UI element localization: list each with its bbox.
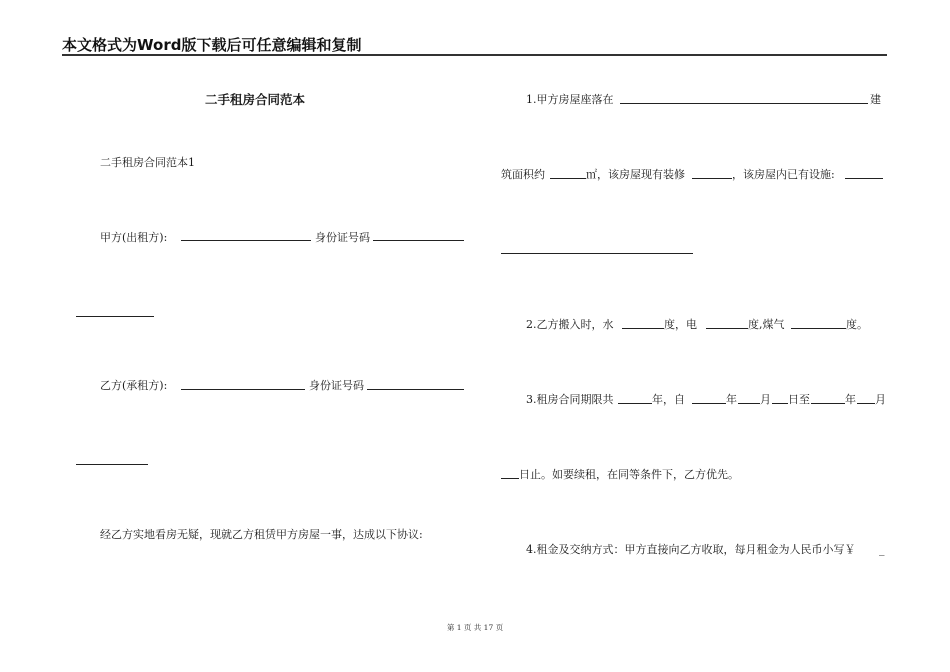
clause-3-start-day-blank <box>772 403 788 404</box>
header-rule <box>62 54 887 56</box>
clause-2-end: 度。 <box>846 318 868 331</box>
document-header-title: 本文格式为Word版下载后可任意编辑和复制 <box>62 36 362 54</box>
clause-3-end-year-label: 年 <box>845 393 856 406</box>
clause-3-from-label: 年，自 <box>652 393 685 406</box>
party-a-id-blank <box>373 240 464 241</box>
document-subtitle: 二手租房合同范本1 <box>100 156 195 169</box>
clause-2-gas-blank <box>791 328 846 329</box>
clause-1-decoration-label: ㎡，该房屋现有装修 <box>586 168 685 181</box>
clause-3-end-month-blank <box>857 403 875 404</box>
clause-3-end-year-blank <box>811 403 845 404</box>
clause-2-gas-label: 度,煤气 <box>748 318 785 331</box>
page-footer: 第 1 页 共 17 页 <box>446 623 504 632</box>
clause-1-start: 1.甲方房屋座落在 <box>526 93 614 106</box>
clause-3-month-label: 月 <box>760 393 771 406</box>
agreement-intro: 经乙方实地看房无疑，现就乙方租赁甲方房屋一事，达成以下协议: <box>100 528 423 541</box>
clause-4-rent: 4.租金及交纳方式：甲方直接向乙方收取，每月租金为人民币小写￥ <box>526 543 856 556</box>
clause-4-rent-blank: _ <box>879 543 885 556</box>
clause-2-water-label: 2.乙方搬入时，水 <box>526 318 614 331</box>
clause-1-end: 建 <box>870 93 881 106</box>
clause-2-water-blank <box>622 328 664 329</box>
clause-3-end-day-blank <box>501 478 519 479</box>
clause-3-end-month-label: 月 <box>875 393 886 406</box>
clause-3-start: 3.租房合同期限共 <box>526 393 614 406</box>
clause-3-start-month-blank <box>738 403 760 404</box>
clause-2-electric-blank <box>706 328 748 329</box>
party-b-label: 乙方(承租方): <box>100 379 168 392</box>
clause-1-address-blank <box>620 103 868 104</box>
party-b-name-blank <box>181 389 305 390</box>
clause-1-area-label: 筑面积约 <box>501 168 545 181</box>
clause-1-area-blank <box>550 178 586 179</box>
party-a-label: 甲方(出租方): <box>100 231 168 244</box>
party-b-id-label: 身份证号码 <box>309 379 364 392</box>
party-b-continuation-blank <box>76 464 148 465</box>
clause-3-renewal: 日止。如要续租，在同等条件下，乙方优先。 <box>519 468 739 481</box>
clause-1-facilities-blank <box>845 178 883 179</box>
party-b-id-blank <box>367 389 464 390</box>
party-a-name-blank <box>181 240 311 241</box>
clause-1-facilities-continuation-blank <box>501 253 693 254</box>
clause-1-decoration-blank <box>692 178 732 179</box>
party-a-continuation-blank <box>76 316 154 317</box>
party-a-id-label: 身份证号码 <box>315 231 370 244</box>
document-title: 二手租房合同范本 <box>205 92 306 107</box>
clause-2-electric-label: 度，电 <box>664 318 697 331</box>
clause-3-start-year-blank <box>692 403 726 404</box>
clause-3-years-blank <box>618 403 652 404</box>
clause-1-facilities-label: ，该房屋内已有设施: <box>732 168 835 181</box>
clause-3-year-label: 年 <box>726 393 737 406</box>
clause-3-to-label: 日至 <box>788 393 810 406</box>
